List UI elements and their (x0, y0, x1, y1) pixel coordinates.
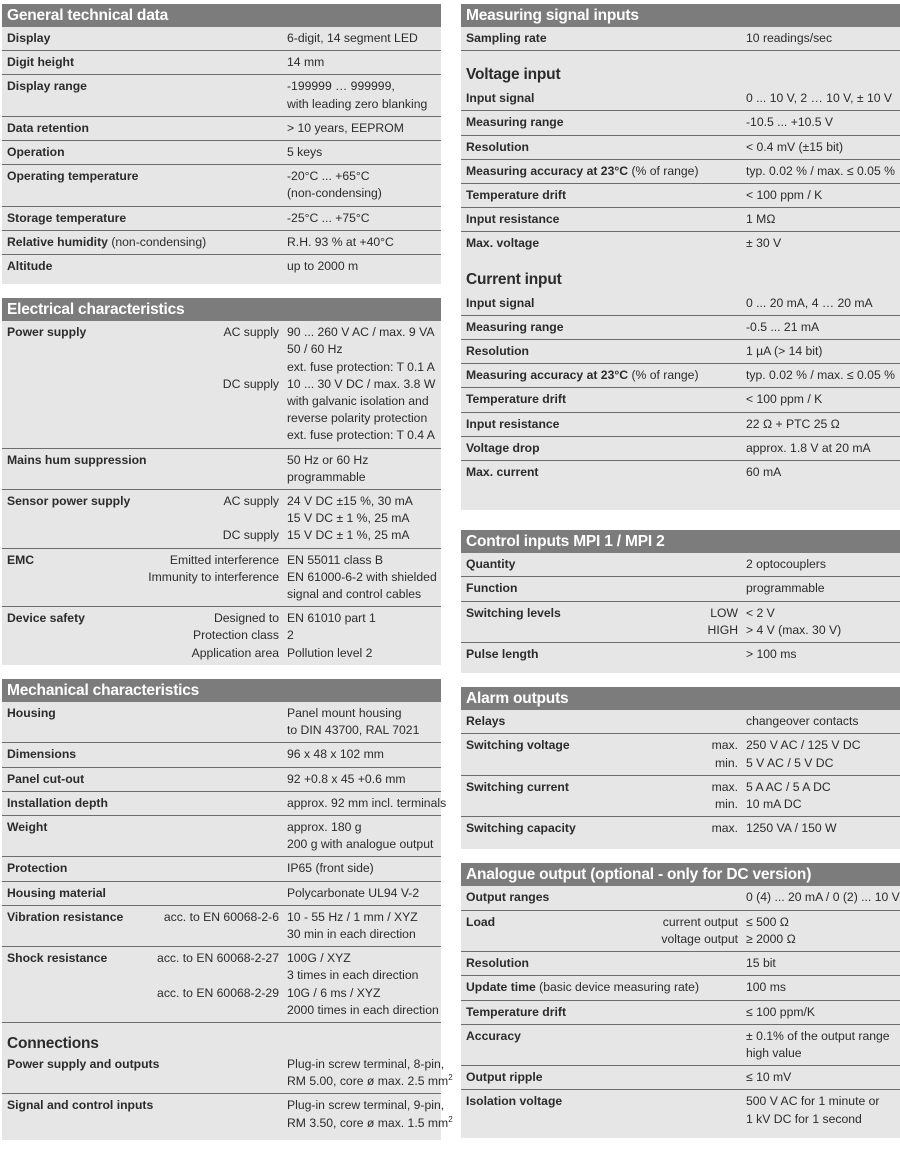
spec-row-pulse-length (461, 643, 900, 673)
panel-title: Electrical characteristics (2, 298, 441, 321)
spec-value: < 100 ppm / K (746, 188, 823, 203)
spec-label: Mains hum suppression (7, 452, 147, 467)
spec-value-line: ext. fuse protection: T 0.4 A (287, 428, 435, 443)
spec-sub-line: max. (711, 738, 738, 753)
spec-value-line: 1 kV DC for 1 second (746, 1111, 862, 1126)
spec-value (287, 210, 441, 227)
spec-label: Resolution (466, 139, 529, 154)
spec-label: Measuring range (466, 319, 564, 334)
electrical-characteristics-panel (2, 298, 441, 665)
spec-value: 1250 VA / 150 W (746, 821, 837, 836)
spec-value-line: to DIN 43700, RAL 7021 (287, 723, 420, 738)
spec-row (2, 792, 447, 816)
spec-row-switching-capacity (461, 817, 900, 849)
spec-row-vibration (2, 906, 441, 947)
spec-value: ≤ 100 ppm/K (746, 1004, 816, 1019)
spec-label: Load (466, 914, 496, 929)
spec-value (287, 324, 441, 444)
spec-value (287, 54, 441, 71)
spec-label: Measuring accuracy at 23°C (% of range) (466, 368, 699, 383)
spec-value-line: 50 Hz or 60 Hz (287, 452, 369, 467)
spec-row (461, 111, 900, 135)
spec-label: Temperature drift (466, 392, 566, 407)
spec-row-output-ranges (461, 886, 900, 910)
spec-label: Resolution (466, 344, 529, 359)
spec-row-sampling-rate (461, 27, 900, 51)
spec-label: Max. current (466, 465, 539, 480)
spec-value-line: 3 times in each direction (287, 968, 419, 983)
spec-label: Device safety (7, 611, 85, 626)
spec-value (746, 1093, 900, 1127)
spec-value: ≤ 10 mV (746, 1070, 792, 1085)
spec-sub-line: voltage output (661, 931, 738, 946)
spec-value (287, 552, 441, 604)
spec-row (2, 75, 441, 116)
spec-sub (495, 914, 746, 948)
spec-row (2, 51, 441, 75)
spec-label: Input resistance (466, 212, 560, 227)
spec-value-line: approx. 180 g (287, 819, 362, 834)
spec-label: Temperature drift (466, 188, 566, 203)
spec-sub (107, 950, 287, 1019)
voltage-rows (461, 87, 900, 255)
spec-value (287, 950, 441, 1019)
spec-sub (86, 324, 287, 444)
spec-value (287, 78, 441, 112)
spec-value-line: EN 55011 class B (287, 552, 383, 567)
alarm-outputs-panel (461, 687, 900, 849)
spec-value (287, 493, 441, 545)
spec-row (461, 160, 900, 184)
spec-value-line: 15 V DC ± 1 %, 25 mA (287, 528, 410, 543)
spec-sub-line: min. (714, 755, 738, 770)
spec-row-isolation-voltage (461, 1090, 900, 1137)
spec-value-line: Plug-in screw terminal, 8-pin, (287, 1056, 445, 1071)
spec-label: Quantity (466, 557, 516, 572)
spec-value-line: 10G / 6 ms / XYZ (287, 985, 381, 1000)
voltage-input-heading: Voltage input (466, 66, 561, 84)
spec-value-line: EN 61010 part 1 (287, 611, 376, 626)
spec-label: Measuring accuracy at 23°C (% of range) (466, 163, 699, 178)
analogue-output-panel (461, 863, 900, 1137)
spec-row (461, 184, 900, 208)
spec-value: 60 mA (746, 465, 782, 480)
spec-value (287, 452, 441, 486)
spec-value-line: 2 (287, 628, 294, 643)
spec-row-connection (2, 1094, 453, 1139)
spec-row-emc (2, 549, 441, 608)
spec-row (2, 231, 441, 255)
spec-value: ± 30 V (746, 236, 782, 251)
measuring-signal-inputs-panel (461, 4, 900, 510)
spec-row (461, 232, 900, 255)
spec-row-mains-hum (2, 449, 441, 490)
spec-value (287, 860, 441, 877)
spec-row (2, 141, 441, 165)
spec-value (287, 771, 441, 788)
spec-value-line: ± 0.1% of the output range (746, 1028, 890, 1043)
spec-label: Housing (7, 705, 56, 720)
spec-value-line: 90 ... 260 V AC / max. 9 VA (287, 325, 435, 340)
spec-value-line: 6-digit, 14 segment LED (287, 31, 418, 45)
spec-value: > 100 ms (746, 647, 797, 662)
spec-label: Display range (7, 79, 87, 94)
spec-value-line: 15 V DC ± 1 %, 25 mA (287, 511, 410, 526)
spec-value: approx. 1.8 V at 20 mA (746, 440, 871, 455)
spec-value-line: approx. 92 mm incl. terminals (287, 795, 447, 810)
spec-value (287, 795, 447, 812)
spec-label: Dimensions (7, 747, 77, 762)
spec-label: Switching capacity (466, 821, 576, 836)
spec-value-line: -20°C ... +65°C (287, 169, 370, 184)
spec-label: Input resistance (466, 416, 560, 431)
spec-value-line: with galvanic isolation and (287, 394, 429, 409)
spec-row (2, 27, 441, 51)
spec-label: Update time (basic device measuring rate) (466, 980, 700, 995)
spec-value-line: EN 61000-6-2 with shielded (287, 569, 437, 584)
panel-title: Mechanical characteristics (2, 679, 441, 702)
spec-row (2, 882, 441, 906)
spec-label: Signal and control inputs (7, 1098, 154, 1113)
spec-value: typ. 0.02 % / max. ≤ 0.05 % (746, 368, 895, 383)
spec-value-line: 14 mm (287, 55, 325, 70)
spec-sub (123, 909, 287, 943)
spec-value-line: 5 A AC / 5 A DC (746, 779, 831, 794)
right-column (461, 4, 900, 1152)
spec-value: 0 ... 10 V, 2 … 10 V, ± 10 V (746, 91, 893, 106)
spec-value-line: 24 V DC ±15 %, 30 mA (287, 494, 413, 509)
panel-title: Alarm outputs (461, 687, 900, 710)
spec-value-line: RM 3.50, core ø max. 1.5 $mm^2$ (287, 1114, 453, 1130)
spec-value-line: high value (746, 1045, 802, 1060)
spec-row-shock (2, 947, 441, 1023)
spec-value: 100 ms (746, 980, 786, 995)
spec-label: Isolation voltage (466, 1094, 563, 1109)
general-technical-data-panel (2, 4, 441, 284)
spec-sub-line: Immunity to interference (148, 569, 279, 584)
spec-label: Output ripple (466, 1070, 543, 1085)
spec-row-power-supply (2, 321, 441, 448)
spec-value-line: with leading zero blanking (287, 96, 428, 111)
spec-row-update-time (461, 976, 900, 1000)
spec-row (461, 340, 900, 364)
spec-label: Function (466, 581, 518, 596)
spec-sub-line: min. (714, 797, 738, 812)
spec-row (2, 165, 441, 206)
spec-row (461, 364, 900, 388)
spec-row-output-ripple (461, 1066, 900, 1090)
spec-sub-line: Application area (191, 645, 279, 660)
spec-value-line: < 2 V (746, 605, 775, 620)
spec-value-line: 2000 times in each direction (287, 1002, 439, 1017)
spec-label: Pulse length (466, 647, 539, 662)
spec-value-line: > 10 years, EEPROM (287, 120, 404, 135)
spec-label: Switching levels (466, 605, 561, 620)
spec-value: 1 MΩ (746, 212, 776, 227)
spec-value-line: 200 g with analogue output (287, 837, 434, 852)
spec-value-line: (non-condensing) (287, 186, 382, 201)
spec-row (2, 207, 441, 231)
spec-value-line: programmable (287, 469, 366, 484)
spec-sub (561, 605, 746, 639)
spec-value (287, 705, 441, 739)
spec-sub-line: Emitted interference (169, 552, 279, 567)
spec-label: Weight (7, 819, 48, 834)
spec-sub-line: acc. to EN 60068-2-6 (163, 909, 279, 924)
spec-label: Output ranges (466, 890, 550, 905)
left-column (2, 4, 453, 1154)
spec-value: 1 µA (> 14 bit) (746, 344, 823, 359)
spec-value-line: up to 2000 m (287, 259, 359, 274)
spec-row (461, 87, 900, 111)
spec-value-line: reverse polarity protection (287, 411, 428, 426)
spec-sub (569, 779, 746, 813)
spec-row (2, 743, 441, 767)
spec-value-line: 10 - 55 Hz / 1 mm / XYZ (287, 909, 418, 924)
spec-sub-line: acc. to EN 60068-2-27 (157, 951, 279, 966)
spec-value: 10 readings/sec (746, 31, 833, 45)
spec-value: 15 bit (746, 956, 776, 971)
spec-value-line: Polycarbonate UL94 V-2 (287, 885, 420, 900)
spec-value (287, 610, 441, 662)
spec-value: -0.5 ... 21 mA (746, 319, 820, 334)
spec-value (287, 1056, 453, 1090)
spec-value (287, 909, 441, 943)
spec-row-function (461, 577, 900, 601)
spec-sub (34, 552, 287, 604)
spec-row (2, 117, 441, 141)
spec-value-line: -25°C ... +75°C (287, 210, 370, 225)
spec-value: 22 Ω + PTC 25 Ω (746, 416, 840, 431)
spec-row-resolution (461, 952, 900, 976)
spec-value-line: 50 / 60 Hz (287, 342, 343, 357)
spec-sub (85, 610, 287, 662)
spec-label: Measuring range (466, 115, 564, 130)
spec-label: Shock resistance (7, 951, 108, 966)
spec-value (746, 1028, 900, 1062)
spec-value: -10.5 ... +10.5 V (746, 115, 834, 130)
spec-value (746, 779, 900, 813)
spec-sub-line: HIGH (707, 622, 738, 637)
spec-value-line: RM 5.00, core ø max. 2.5 $mm^2$ (287, 1073, 453, 1089)
spec-value: 0 (4) ... 20 mA / 0 (2) ... 10 V (746, 890, 900, 905)
spec-label: Max. voltage (466, 236, 540, 251)
spec-label: Operation (7, 145, 65, 160)
spec-sub-line: Protection class (192, 628, 279, 643)
spec-value-line: 250 V AC / 125 V DC (746, 738, 861, 753)
spec-value: < 0.4 mV (±15 bit) (746, 139, 844, 154)
connections-heading: Connections (7, 1034, 99, 1052)
spec-row-relays (461, 710, 900, 734)
spec-label: Sampling rate (466, 31, 547, 45)
spec-value (287, 746, 441, 763)
spec-label: Switching current (466, 779, 569, 794)
spec-value-line: Pollution level 2 (287, 645, 373, 660)
spec-label: Display (7, 31, 51, 45)
spec-value-line: ext. fuse protection: T 0.1 A (287, 359, 435, 374)
spec-value (287, 819, 441, 853)
spec-label: Power supply and outputs (7, 1056, 160, 1071)
spec-value (287, 885, 441, 902)
spec-label: Accuracy (466, 1028, 521, 1043)
spec-value-line: 92 +0.8 x 45 +0.6 mm (287, 771, 406, 786)
spec-value-line: signal and control cables (287, 587, 422, 602)
current-rows (461, 292, 900, 485)
spec-label: Voltage drop (466, 440, 540, 455)
spec-value-line: 96 x 48 x 102 mm (287, 747, 384, 762)
spec-value (287, 234, 441, 251)
spec-row-load (461, 911, 900, 952)
spec-label: Altitude (7, 259, 53, 274)
spec-row-switching-voltage (461, 734, 900, 775)
spec-row (461, 461, 900, 484)
spec-value: 0 ... 20 mA, 4 … 20 mA (746, 295, 873, 310)
spec-value: 2 optocouplers (746, 557, 826, 572)
panel-title: Measuring signal inputs (461, 4, 900, 27)
spec-label: Input signal (466, 91, 535, 106)
spec-value-line: 100G / XYZ (287, 951, 351, 966)
spec-row (461, 136, 900, 160)
mechanical-characteristics-panel (2, 679, 453, 1140)
spec-row (461, 208, 900, 232)
spec-label: Housing material (7, 885, 106, 900)
spec-value (746, 914, 900, 948)
spec-label: Power supply (7, 325, 87, 340)
spec-value-line: Plug-in screw terminal, 9-pin, (287, 1098, 445, 1113)
spec-label: Protection (7, 861, 68, 876)
spec-row-connection (2, 1053, 453, 1094)
spec-label: Resolution (466, 956, 529, 971)
spec-row (2, 702, 441, 743)
spec-value-line: Panel mount housing (287, 705, 402, 720)
spec-value: typ. 0.02 % / max. ≤ 0.05 % (746, 163, 895, 178)
spec-row (2, 768, 441, 792)
spec-label: Data retention (7, 120, 89, 135)
spec-row-quantity (461, 553, 900, 577)
spec-value (287, 120, 441, 137)
spec-sub (570, 737, 746, 771)
spec-value-line: R.H. 93 % at +40°C (287, 234, 394, 249)
panel-title: Analogue output (optional - only for DC version) (461, 863, 900, 886)
spec-row (2, 816, 441, 857)
spec-row (2, 857, 441, 881)
spec-sub: max. (711, 821, 738, 836)
spec-label: Relays (466, 714, 506, 729)
spec-row-temperature-drift (461, 1001, 900, 1025)
spec-label: Switching voltage (466, 738, 570, 753)
spec-value: programmable (746, 581, 825, 596)
spec-row (461, 292, 900, 316)
spec-row-switching-current (461, 776, 900, 817)
spec-row (461, 316, 900, 340)
spec-value-line: ≤ 500 Ω (746, 914, 789, 929)
spec-value-line: > 4 V (max. 30 V) (746, 622, 842, 637)
spec-label: Vibration resistance (7, 909, 124, 924)
spec-sub-line: Designed to (213, 611, 279, 626)
spec-value-line: 5 keys (287, 145, 323, 160)
spec-sub-line: acc. to EN 60068-2-29 (157, 985, 279, 1000)
spec-value-line: 500 V AC for 1 minute or (746, 1094, 880, 1109)
spec-row (461, 413, 900, 437)
spec-value-line: ≥ 2000 Ω (746, 931, 796, 946)
panel-title: Control inputs MPI 1 / MPI 2 (461, 530, 900, 553)
control-inputs-panel (461, 530, 900, 673)
spec-value (287, 168, 441, 202)
spec-row (461, 388, 900, 412)
spec-label: Sensor power supply (7, 494, 131, 509)
spec-row (2, 255, 441, 284)
spec-sub-dc: DC supply (222, 376, 279, 391)
spec-sub-dc: DC supply (222, 528, 279, 543)
spec-value: < 100 ppm / K (746, 392, 823, 407)
spec-value-line: 5 V AC / 5 V DC (746, 755, 834, 770)
spec-sub-ac: AC supply (223, 325, 279, 340)
spec-sub (130, 493, 287, 545)
spec-value (287, 144, 441, 161)
spec-label: Digit height (7, 55, 75, 70)
spec-label: Relative humidity (non-condensing) (7, 234, 207, 249)
current-input-heading: Current input (466, 270, 562, 288)
spec-label: Storage temperature (7, 210, 127, 225)
spec-label: Input signal (466, 295, 535, 310)
mechanical-rows (2, 702, 447, 906)
spec-label: Panel cut-out (7, 771, 85, 786)
spec-value (746, 605, 900, 639)
spec-value: changeover contacts (746, 714, 859, 729)
spec-value-line: 10 ... 30 V DC / max. 3.8 W (287, 376, 436, 391)
spec-value-line: IP65 (front side) (287, 861, 374, 876)
spec-label: Installation depth (7, 795, 108, 810)
spec-row-device-safety (2, 607, 441, 665)
general-rows (2, 27, 441, 284)
spec-row (461, 437, 900, 461)
spec-sub-line: max. (711, 779, 738, 794)
spec-value-line: 10 mA DC (746, 797, 802, 812)
spec-label: Operating temperature (7, 169, 139, 184)
spec-label: EMC (7, 552, 35, 567)
spec-sub-line: LOW (710, 605, 738, 620)
spec-sub-line: current output (662, 914, 738, 929)
spec-row-switching-levels (461, 602, 900, 643)
spec-sub-ac: AC supply (223, 494, 279, 509)
spec-value (287, 30, 441, 47)
spec-label: Temperature drift (466, 1004, 566, 1019)
spec-row-accuracy (461, 1025, 900, 1066)
spec-row-sensor-power (2, 490, 441, 549)
spec-value-line: 30 min in each direction (287, 926, 416, 941)
spec-value-line: -199999 … 999999, (287, 79, 395, 94)
spec-value (746, 737, 900, 771)
panel-title: General technical data (2, 4, 441, 27)
spec-value (287, 258, 441, 275)
